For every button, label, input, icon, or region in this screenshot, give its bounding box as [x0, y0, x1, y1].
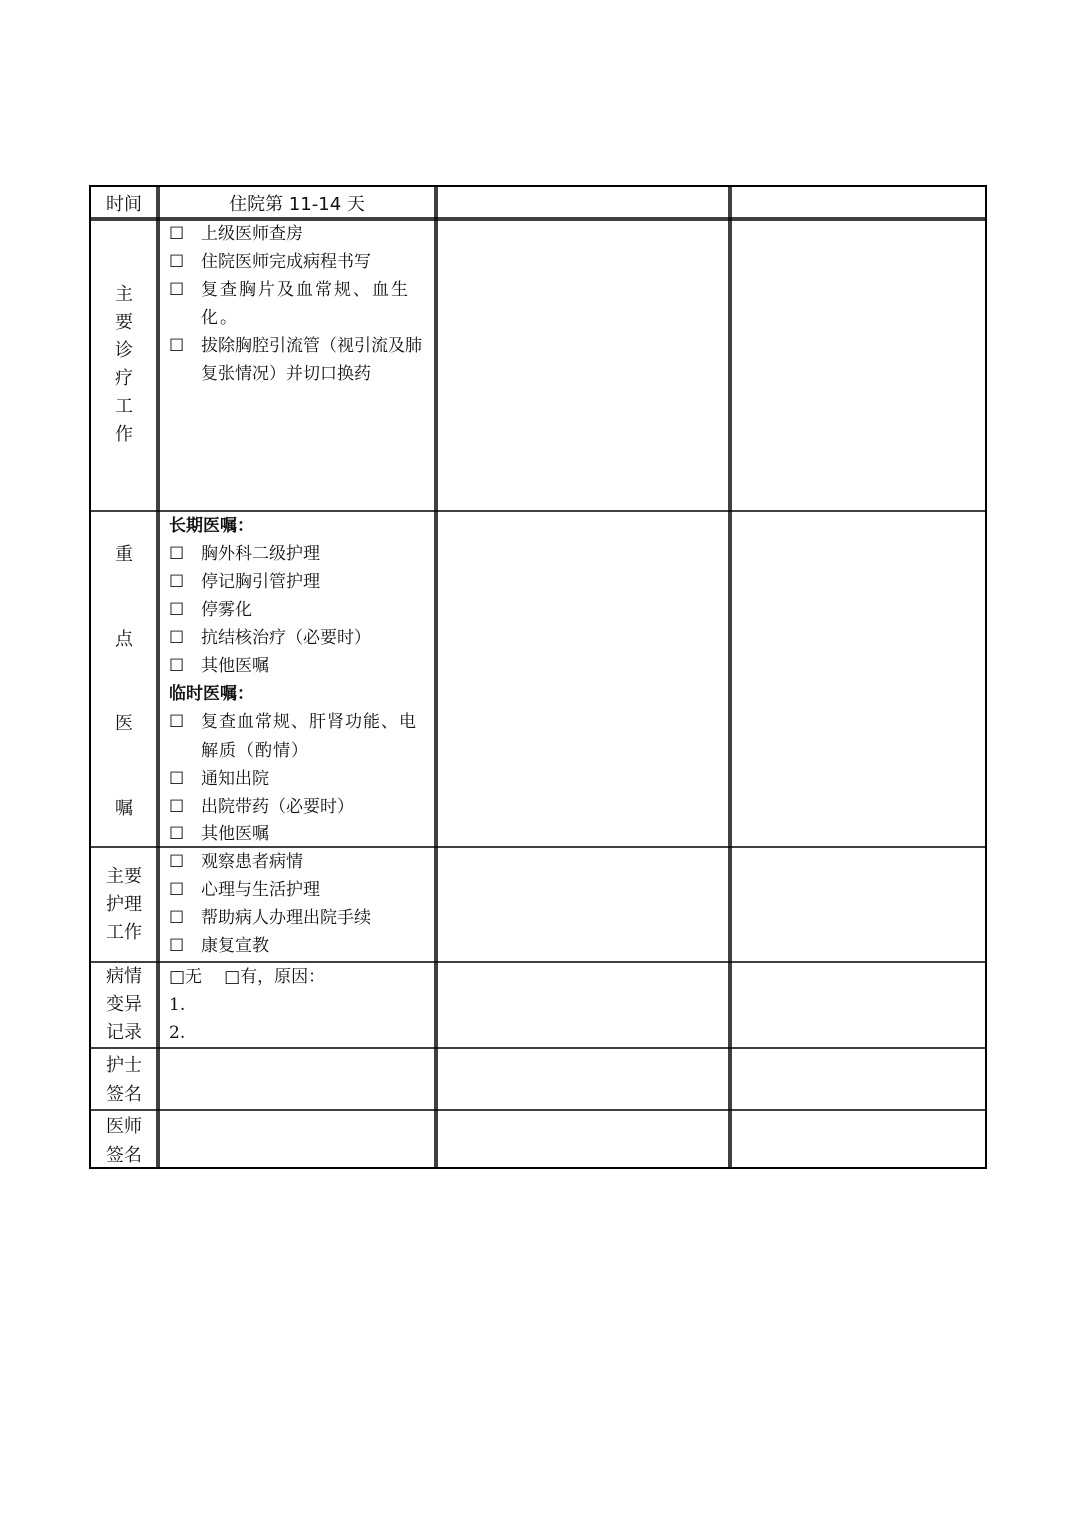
label-char: 作 — [115, 424, 133, 445]
checkbox-icon[interactable]: ☐ — [169, 908, 185, 928]
label-line: 护士 — [106, 1055, 142, 1076]
checkbox-icon[interactable]: ☐ — [169, 712, 185, 733]
orders-row-label — [91, 540, 157, 820]
temporary-orders-title: 临时医嘱： — [169, 684, 254, 705]
variance-none-option[interactable]: □无 — [169, 967, 203, 987]
checklist-item[interactable] — [169, 793, 429, 821]
clinical-pathway-table — [89, 185, 987, 1169]
checkbox-icon[interactable]: ☐ — [169, 823, 185, 844]
label-line: 医师 — [106, 1116, 142, 1137]
item-text: 复查血常规、肝肾功能、电解质（酌情） — [201, 712, 417, 761]
header-time-cell — [91, 187, 157, 218]
variance-yes-option[interactable]: □有，原因： — [224, 967, 326, 987]
label-line: 变异 — [106, 994, 142, 1015]
label-line: 签名 — [106, 1145, 142, 1166]
item-text: 上级医师查房 — [201, 224, 303, 244]
checkbox-icon[interactable]: ☐ — [169, 936, 185, 956]
label-char: 点 — [115, 628, 133, 650]
item-text: 出院带药（必要时） — [201, 796, 354, 817]
variance-line-2[interactable]: 2. — [169, 1023, 186, 1043]
item-text: 复查胸片及血常规、血生化。 — [201, 280, 410, 328]
checkbox-icon[interactable]: ☐ — [169, 224, 185, 244]
label-line: 签名 — [106, 1084, 142, 1105]
checklist-item[interactable] — [169, 332, 429, 388]
checklist-item[interactable] — [169, 568, 429, 596]
checklist-item[interactable] — [169, 765, 429, 793]
variance-line-1[interactable]: 1. — [169, 995, 186, 1015]
variance-options — [169, 963, 429, 991]
checkbox-icon[interactable]: ☐ — [169, 280, 185, 300]
checkbox-icon[interactable]: ☐ — [169, 252, 185, 272]
checkbox-icon[interactable]: ☐ — [169, 880, 185, 900]
checklist-item[interactable] — [169, 821, 429, 847]
label-char: 医 — [115, 713, 133, 735]
checkbox-icon[interactable]: ☐ — [169, 796, 185, 817]
orders-items — [159, 512, 435, 847]
nursing-items — [159, 848, 435, 960]
label-line: 病情 — [106, 966, 142, 987]
checkbox-icon[interactable]: ☐ — [169, 656, 185, 677]
checklist-item[interactable] — [169, 596, 429, 624]
header-empty-cell-2 — [731, 187, 985, 218]
item-text: 心理与生活护理 — [201, 880, 320, 900]
doctor-sign-field[interactable] — [159, 1111, 435, 1167]
header-day-cell — [159, 187, 435, 218]
label-char: 疗 — [115, 368, 133, 389]
item-text: 帮助病人办理出院手续 — [201, 908, 371, 928]
checklist-item[interactable] — [169, 904, 429, 932]
item-text: 停记胸引管护理 — [201, 572, 320, 593]
checklist-item[interactable] — [169, 220, 429, 248]
checkbox-icon[interactable]: ☐ — [169, 768, 185, 789]
label-char: 要 — [115, 312, 133, 333]
checklist-item[interactable] — [169, 932, 429, 960]
checklist-item[interactable] — [169, 624, 429, 652]
checklist-item[interactable] — [169, 848, 429, 876]
checklist-item[interactable] — [169, 540, 429, 568]
header-empty-cell-1 — [437, 187, 729, 218]
item-text: 停雾化 — [201, 600, 252, 621]
checklist-item[interactable] — [169, 276, 429, 332]
checklist-item[interactable] — [169, 708, 429, 764]
label-char: 诊 — [115, 340, 133, 361]
item-text: 其他医嘱 — [201, 656, 269, 677]
doctor-sign-label — [91, 1111, 157, 1167]
checklist-item[interactable] — [169, 876, 429, 904]
checkbox-icon[interactable]: ☐ — [169, 600, 185, 621]
label-char: 主 — [115, 284, 133, 305]
item-text: 拔除胸腔引流管（视引流及肺复张情况）并切口换药 — [201, 336, 422, 384]
label-line: 记录 — [106, 1022, 142, 1043]
nurse-sign-label — [91, 1049, 157, 1109]
checkbox-icon[interactable]: ☐ — [169, 572, 185, 593]
item-text: 抗结核治疗（必要时） — [201, 628, 371, 649]
variance-row-label — [91, 963, 157, 1047]
label-char: 重 — [115, 544, 133, 565]
checkbox-icon[interactable]: ☐ — [169, 628, 185, 649]
checkbox-icon[interactable]: ☐ — [169, 544, 185, 564]
header-time-label: 时间 — [106, 193, 142, 215]
checklist-item[interactable] — [169, 652, 429, 680]
item-text: 康复宣教 — [201, 936, 269, 956]
checklist-item[interactable] — [169, 248, 429, 276]
label-char: 嘱 — [115, 797, 133, 819]
nurse-sign-field[interactable] — [159, 1049, 435, 1109]
diagnosis-row-label — [91, 281, 157, 451]
diagnosis-items — [159, 220, 435, 388]
label-line: 护理 — [106, 894, 142, 915]
item-text: 观察患者病情 — [201, 852, 303, 872]
variance-content — [159, 963, 435, 1047]
item-text: 胸外科二级护理 — [201, 544, 320, 564]
long-term-orders-title: 长期医嘱： — [169, 516, 254, 536]
label-line: 主要 — [106, 866, 142, 887]
nursing-row-label — [91, 863, 157, 947]
item-text: 通知出院 — [201, 768, 269, 789]
item-text: 其他医嘱 — [201, 823, 269, 844]
header-day-label: 住院第 11-14 天 — [229, 193, 365, 215]
checkbox-icon[interactable]: ☐ — [169, 336, 185, 356]
label-line: 工作 — [106, 922, 142, 943]
label-char: 工 — [115, 396, 133, 417]
item-text: 住院医师完成病程书写 — [201, 252, 371, 272]
checkbox-icon[interactable]: ☐ — [169, 852, 185, 872]
